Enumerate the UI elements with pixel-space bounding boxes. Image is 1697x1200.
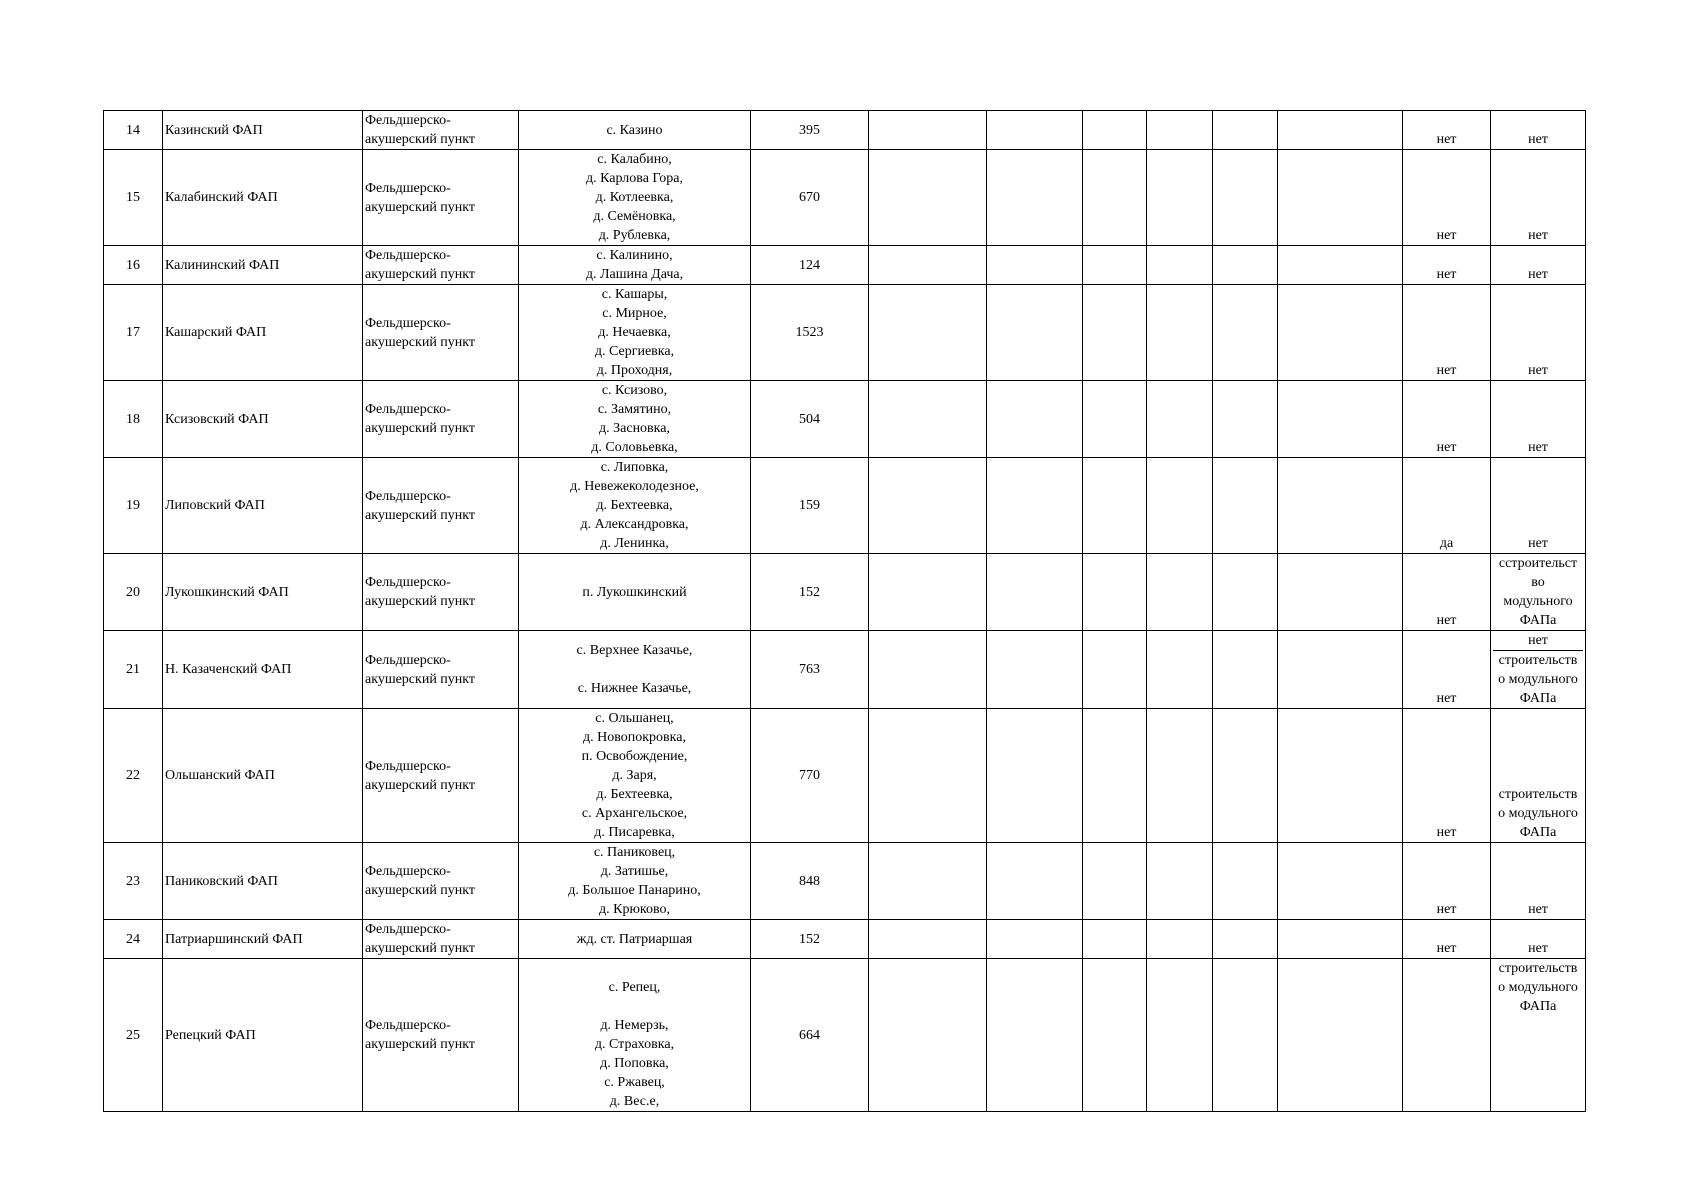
note-part (1493, 650, 1583, 708)
settlement-line: д. Писаревка, (594, 825, 675, 840)
note-line: нет (1528, 440, 1548, 455)
facility-type-line: Фельдшерско- (365, 575, 451, 590)
facility-name-cell: Липовский ФАП (163, 458, 363, 554)
empty-cell (1147, 843, 1213, 920)
settlement-line: д. Лашина Дача, (585, 267, 684, 282)
empty-cell (1147, 959, 1213, 1112)
settlement-line: д. Сергиевка, (594, 344, 675, 359)
facility-type-cell (363, 709, 519, 843)
note-line: нет (1528, 633, 1548, 648)
settlement-line: д. Страховка, (594, 1037, 675, 1052)
settlement-line: д. Семёновка, (593, 209, 676, 224)
empty-cell (987, 709, 1083, 843)
empty-cell (1083, 843, 1147, 920)
settlement-line: жд. ст. Патриаршая (576, 931, 693, 947)
note-cell (1491, 150, 1586, 246)
settlement-line: д. Крюково, (598, 902, 671, 917)
settlement-line: д. Новопокровка, (583, 730, 686, 745)
facility-type-cell (363, 631, 519, 709)
empty-cell (987, 458, 1083, 554)
table-row (104, 920, 1586, 959)
row-number-cell: 15 (104, 150, 163, 246)
availability-cell: нет (1403, 709, 1491, 843)
population-cell: 152 (751, 554, 869, 631)
settlement-line: п. Лукошкинский (582, 584, 687, 600)
empty-cell (1147, 458, 1213, 554)
settlements-cell (519, 843, 751, 920)
empty-cell (869, 554, 987, 631)
settlement-line: д. Проходня, (596, 363, 673, 378)
empty-cell (1147, 709, 1213, 843)
population-cell: 159 (751, 458, 869, 554)
table-row (104, 285, 1586, 381)
note-line: нет (1528, 228, 1548, 243)
empty-cell (869, 709, 987, 843)
note-line: строительств (1498, 653, 1578, 668)
empty-cell (1278, 150, 1403, 246)
row-number-cell: 20 (104, 554, 163, 631)
note-cell (1491, 709, 1586, 843)
empty-cell (987, 959, 1083, 1112)
empty-cell (987, 246, 1083, 285)
settlement-line: д. Александровка, (580, 517, 689, 532)
empty-cell (1083, 150, 1147, 246)
note-part (1493, 631, 1583, 650)
facility-type-cell (363, 111, 519, 150)
empty-cell (1213, 920, 1278, 959)
empty-cell (1278, 246, 1403, 285)
facility-type-line: Фельдшерско- (365, 758, 451, 774)
facility-type-line: Фельдшерско- (365, 488, 451, 504)
note-line: о модульного (1498, 980, 1578, 995)
facility-type-cell (363, 554, 519, 631)
empty-cell (1147, 920, 1213, 959)
settlements-cell (519, 959, 751, 1112)
note-line: о модульного (1498, 672, 1578, 687)
empty-cell (1083, 631, 1147, 709)
availability-cell: нет (1403, 631, 1491, 709)
empty-cell (1083, 959, 1147, 1112)
settlement-line: д. Затишье, (600, 864, 669, 879)
empty-cell (1083, 920, 1147, 959)
population-cell: 763 (751, 631, 869, 709)
table-row (104, 709, 1586, 843)
settlements-cell (519, 150, 751, 246)
note-cell (1491, 246, 1586, 285)
population-cell: 124 (751, 246, 869, 285)
empty-cell (869, 843, 987, 920)
availability-cell: нет (1403, 381, 1491, 458)
empty-cell (1278, 458, 1403, 554)
settlement-line: д. Рублевка, (598, 228, 671, 243)
availability-cell: нет (1403, 246, 1491, 285)
facility-type-line: Фельдшерско- (365, 113, 451, 128)
population-cell: 1523 (751, 285, 869, 381)
empty-cell (1213, 458, 1278, 554)
settlements-cell (519, 631, 751, 709)
settlement-line: с. Калинино, (596, 248, 673, 263)
note-cell (1491, 631, 1586, 709)
facility-type-line: акушерский пункт (365, 267, 476, 282)
facility-type-cell (363, 458, 519, 554)
note-cell (1491, 381, 1586, 458)
population-cell: 504 (751, 381, 869, 458)
facility-type-line: Фельдшерско- (365, 402, 451, 417)
note-line: нет (1528, 363, 1548, 378)
facility-type-line: Фельдшерско- (365, 315, 451, 331)
facility-type-line: акушерский пункт (365, 199, 476, 215)
facility-type-line: Фельдшерско- (365, 180, 451, 196)
facility-type-cell (363, 381, 519, 458)
facility-type-cell (363, 285, 519, 381)
row-number-cell: 16 (104, 246, 163, 285)
note-cell (1491, 920, 1586, 959)
empty-cell (987, 285, 1083, 381)
note-cell (1491, 554, 1586, 631)
empty-cell (1278, 285, 1403, 381)
empty-cell (1147, 554, 1213, 631)
facility-type-line: акушерский пункт (365, 883, 476, 898)
settlement-line: д. Вес.е, (609, 1094, 660, 1109)
note-line: ФАПа (1519, 613, 1557, 628)
facility-type-line: акушерский пункт (365, 132, 476, 147)
empty-cell (1083, 458, 1147, 554)
row-number-cell: 14 (104, 111, 163, 150)
settlement-line: д. Ленинка, (600, 536, 669, 551)
row-number-cell: 24 (104, 920, 163, 959)
empty-cell (1213, 554, 1278, 631)
settlement-line: с. Казино (606, 122, 663, 138)
fap-table (103, 110, 1586, 1112)
settlements-cell (519, 381, 751, 458)
note-cell (1491, 285, 1586, 381)
facility-name-cell: Казинский ФАП (163, 111, 363, 150)
settlement-line (521, 660, 748, 679)
empty-cell (1083, 285, 1147, 381)
row-number-cell: 25 (104, 959, 163, 1112)
facility-type-line: акушерский пункт (365, 941, 476, 956)
empty-cell (1213, 150, 1278, 246)
empty-cell (1278, 381, 1403, 458)
settlements-cell (519, 920, 751, 959)
population-cell: 152 (751, 920, 869, 959)
facility-name-cell: Калабинский ФАП (163, 150, 363, 246)
facility-name-cell: Калининский ФАП (163, 246, 363, 285)
empty-cell (1147, 150, 1213, 246)
empty-cell (1083, 381, 1147, 458)
settlement-line: д. Нечаевка, (598, 325, 671, 340)
empty-cell (1213, 843, 1278, 920)
facility-type-line: акушерский пункт (365, 334, 476, 350)
row-number-cell: 19 (104, 458, 163, 554)
table-row (104, 246, 1586, 285)
availability-cell: нет (1403, 554, 1491, 631)
empty-cell (987, 150, 1083, 246)
empty-cell (1278, 111, 1403, 150)
facility-name-cell: Ксизовский ФАП (163, 381, 363, 458)
note-line: нет (1528, 132, 1548, 147)
settlement-line: д. Бехтеевка, (596, 787, 673, 802)
settlement-line: д. Бехтеевка, (596, 498, 673, 513)
row-number-cell: 18 (104, 381, 163, 458)
settlement-line: д. Котлеевка, (595, 190, 674, 205)
settlement-line: с. Липовка, (600, 460, 669, 475)
population-cell: 848 (751, 843, 869, 920)
facility-type-cell (363, 246, 519, 285)
empty-cell (987, 381, 1083, 458)
table-row (104, 843, 1586, 920)
empty-cell (1213, 959, 1278, 1112)
empty-cell (1278, 554, 1403, 631)
table-row (104, 381, 1586, 458)
empty-cell (1147, 285, 1213, 381)
row-number-cell: 23 (104, 843, 163, 920)
empty-cell (869, 246, 987, 285)
empty-cell (1278, 631, 1403, 709)
empty-cell (1083, 709, 1147, 843)
availability-cell: нет (1403, 843, 1491, 920)
settlement-line: д. Соловьевка, (591, 440, 678, 455)
note-line: нет (1528, 941, 1548, 956)
facility-type-line: Фельдшерско- (365, 248, 451, 263)
settlement-line: с. Архангельское, (581, 806, 688, 821)
settlement-line: п. Освобождение, (581, 749, 688, 764)
settlement-line: с. Паниковец, (593, 845, 676, 860)
availability-cell: нет (1403, 920, 1491, 959)
settlement-line: с. Ксизово, (601, 383, 668, 398)
facility-name-cell: Патриаршинский ФАП (163, 920, 363, 959)
facility-type-line: Фельдшерско- (365, 1018, 451, 1033)
note-line: строительств (1498, 961, 1578, 976)
row-number-cell: 17 (104, 285, 163, 381)
empty-cell (869, 920, 987, 959)
settlement-line: с. Замятино, (597, 402, 672, 417)
settlement-line: д. Карлова Гора, (585, 171, 683, 186)
note-line: во (1531, 575, 1545, 590)
empty-cell (869, 458, 987, 554)
table-row (104, 458, 1586, 554)
empty-cell (987, 111, 1083, 150)
empty-cell (1213, 381, 1278, 458)
empty-cell (1213, 285, 1278, 381)
settlement-line: с. Ржавец, (604, 1075, 665, 1090)
settlement-line: с. Ольшанец, (595, 711, 674, 726)
note-cell (1491, 111, 1586, 150)
facility-type-line: акушерский пункт (365, 777, 476, 793)
settlement-line: с. Верхнее Казачье, (576, 643, 693, 658)
empty-cell (1278, 959, 1403, 1112)
settlement-line: с. Репец, (608, 980, 661, 995)
table-body (104, 111, 1586, 1112)
facility-type-line: акушерский пункт (365, 507, 476, 523)
note-line: нет (1528, 267, 1548, 282)
settlement-line (521, 997, 748, 1016)
availability-cell: нет (1403, 111, 1491, 150)
note-cell (1491, 458, 1586, 554)
empty-cell (869, 381, 987, 458)
facility-type-cell (363, 920, 519, 959)
empty-cell (1083, 111, 1147, 150)
settlements-cell (519, 285, 751, 381)
empty-cell (869, 959, 987, 1112)
settlement-line: д. Большое Панарино, (568, 883, 701, 898)
note-line: нет (1528, 902, 1548, 917)
table-row (104, 631, 1586, 709)
facility-type-cell (363, 150, 519, 246)
facility-type-line: акушерский пункт (365, 594, 476, 609)
facility-name-cell: Лукошкинский ФАП (163, 554, 363, 631)
empty-cell (1083, 246, 1147, 285)
empty-cell (1147, 631, 1213, 709)
facility-name-cell: Ольшанский ФАП (163, 709, 363, 843)
empty-cell (869, 631, 987, 709)
population-cell: 670 (751, 150, 869, 246)
empty-cell (869, 150, 987, 246)
empty-cell (1083, 554, 1147, 631)
facility-name-cell: Кашарский ФАП (163, 285, 363, 381)
settlement-line: д. Засновка, (599, 421, 670, 436)
row-number-cell: 22 (104, 709, 163, 843)
settlements-cell (519, 458, 751, 554)
table-row (104, 111, 1586, 150)
empty-cell (869, 285, 987, 381)
availability-cell: нет (1403, 285, 1491, 381)
settlements-cell (519, 554, 751, 631)
settlement-line: с. Калабино, (597, 152, 672, 167)
settlement-line: д. Невежеколодезное, (570, 479, 699, 494)
facility-type-line: акушерский пункт (365, 671, 476, 687)
facility-type-line: Фельдшерско- (365, 864, 451, 879)
row-number-cell: 21 (104, 631, 163, 709)
facility-type-line: акушерский пункт (365, 1037, 476, 1052)
note-cell (1491, 959, 1586, 1112)
facility-type-line: Фельдшерско- (365, 922, 451, 937)
empty-cell (1147, 111, 1213, 150)
settlement-line: д. Заря, (612, 768, 657, 783)
availability-cell: нет (1403, 150, 1491, 246)
population-cell: 664 (751, 959, 869, 1112)
empty-cell (869, 111, 987, 150)
settlement-line: д. Поповка, (600, 1056, 669, 1071)
empty-cell (1278, 843, 1403, 920)
note-line: нет (1528, 536, 1548, 551)
empty-cell (1213, 246, 1278, 285)
note-line: ФАПа (1519, 825, 1557, 840)
population-cell: 395 (751, 111, 869, 150)
empty-cell (1278, 920, 1403, 959)
settlement-line: д. Немерзь, (600, 1018, 669, 1033)
settlement-line: с. Кашары, (601, 287, 668, 302)
empty-cell (987, 843, 1083, 920)
empty-cell (1213, 709, 1278, 843)
empty-cell (1278, 709, 1403, 843)
availability-cell (1403, 959, 1491, 1112)
note-line: ФАПа (1519, 691, 1557, 706)
settlements-cell (519, 111, 751, 150)
facility-type-line: Фельдшерско- (365, 652, 451, 668)
empty-cell (987, 554, 1083, 631)
empty-cell (987, 631, 1083, 709)
facility-type-cell (363, 959, 519, 1112)
empty-cell (1147, 246, 1213, 285)
note-line: ФАПа (1519, 999, 1557, 1014)
empty-cell (1213, 111, 1278, 150)
settlements-cell (519, 709, 751, 843)
empty-cell (987, 920, 1083, 959)
facility-type-cell (363, 843, 519, 920)
settlement-line (521, 959, 748, 978)
settlement-line: с. Нижнее Казачье, (577, 681, 692, 696)
empty-cell (1213, 631, 1278, 709)
table-row (104, 959, 1586, 1112)
facility-name-cell: Паниковский ФАП (163, 843, 363, 920)
note-line: о модульного (1498, 806, 1578, 821)
note-cell (1491, 843, 1586, 920)
availability-cell: да (1403, 458, 1491, 554)
facility-type-line: акушерский пункт (365, 421, 476, 436)
settlements-cell (519, 246, 751, 285)
facility-name-cell: Н. Казаченский ФАП (163, 631, 363, 709)
note-line: строительств (1498, 787, 1578, 802)
note-line: модульного (1503, 594, 1573, 609)
facility-name-cell: Репецкий ФАП (163, 959, 363, 1112)
population-cell: 770 (751, 709, 869, 843)
empty-cell (1147, 381, 1213, 458)
table-row (104, 150, 1586, 246)
note-line: сстроительст (1498, 556, 1578, 571)
settlement-line: с. Мирное, (602, 306, 667, 321)
table-row (104, 554, 1586, 631)
